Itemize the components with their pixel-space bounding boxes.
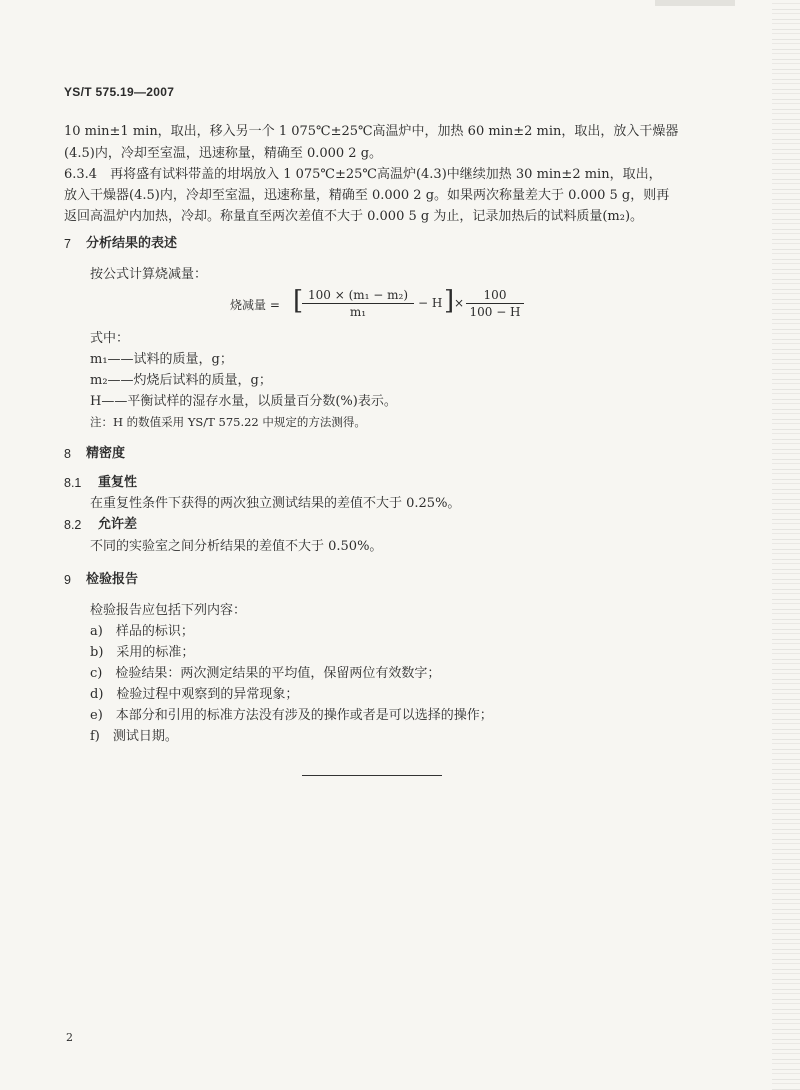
scan-artifact (655, 0, 735, 6)
section-title: 精密度 (86, 446, 126, 461)
list-item: f) 测试日期。 (90, 729, 178, 744)
section-number: 7 (64, 237, 71, 251)
body-line: (4.5)内，冷却至室温，迅速称量，精确至 0.000 2 g。 (64, 146, 383, 161)
symbol-definition: m₂——灼烧后试料的质量，g； (90, 373, 272, 388)
subsection-title: 允许差 (98, 517, 138, 532)
fraction-correction (466, 288, 524, 319)
fraction-main (302, 288, 414, 319)
standard-header: YS/T 575.19—2007 (64, 85, 175, 99)
body-line: 放入干燥器(4.5)内，冷却至室温，迅速称量，精确至 0.000 2 g。如果两次称量差大于 0.000 5 g，则再 (64, 188, 670, 203)
note: 注：H 的数值采用 YS/T 575.22 中规定的方法测得。 (90, 415, 366, 429)
list-item: e) 本部分和引用的标准方法没有涉及的操作或者是可以选择的操作； (90, 708, 493, 723)
where-label: 式中： (90, 331, 130, 346)
section-title: 检验报告 (86, 572, 139, 587)
page-number: 2 (66, 1031, 73, 1044)
bracket-right: ] (444, 286, 455, 316)
body-line: 返回高温炉内加热，冷却。称量直至两次差值不大于 0.000 5 g 为止，记录加热后的试料质量(m₂)。 (64, 209, 644, 224)
symbol-definition: H——平衡试样的湿存水量，以质量百分数(%)表示。 (90, 394, 397, 409)
list-item: b) 采用的标准； (90, 645, 195, 660)
body-line: 10 min±1 min，取出，移入另一个 1 075℃±25℃高温炉中，加热 60 min±2 min，取出，放入干燥器 (64, 124, 679, 139)
fraction-numerator: 100 (483, 288, 507, 302)
subsection-title: 重复性 (98, 475, 138, 490)
subsection-text: 在重复性条件下获得的两次独立测试结果的差值不大于 0.25%。 (90, 496, 461, 511)
end-rule (302, 775, 442, 776)
list-item: d) 检验过程中观察到的异常现象； (90, 687, 299, 702)
section-number: 8 (64, 447, 71, 461)
list-item: a) 样品的标识； (90, 624, 194, 639)
formula-lhs: 烧减量 = (230, 298, 280, 312)
subsection-number: 8.1 (64, 476, 82, 490)
formula-intro: 按公式计算烧减量： (90, 267, 208, 282)
list-item: c) 检验结果：两次测定结果的平均值，保留两位有效数字； (90, 666, 441, 681)
minus-h: − H (418, 296, 443, 310)
section-number: 9 (64, 573, 71, 587)
body-line: 6.3.4 再将盛有试料带盖的坩埚放入 1 075℃±25℃高温炉(4.3)中继续加热 30 min±2 min，取出， (64, 167, 662, 182)
scan-edge (772, 0, 800, 1090)
subsection-number: 8.2 (64, 518, 82, 532)
bracket-left: [ (293, 286, 304, 316)
fraction-numerator: 100 × (m₁ − m₂) (307, 288, 408, 302)
symbol-definition: m₁——试料的质量，g； (90, 352, 233, 367)
fraction-denominator: 100 − H (469, 305, 521, 319)
report-intro: 检验报告应包括下列内容： (90, 603, 247, 618)
subsection-text: 不同的实验室之间分析结果的差值不大于 0.50%。 (90, 539, 383, 554)
fraction-denominator: m₁ (349, 305, 367, 319)
section-title: 分析结果的表述 (86, 236, 178, 251)
times-sign: × (454, 296, 465, 310)
